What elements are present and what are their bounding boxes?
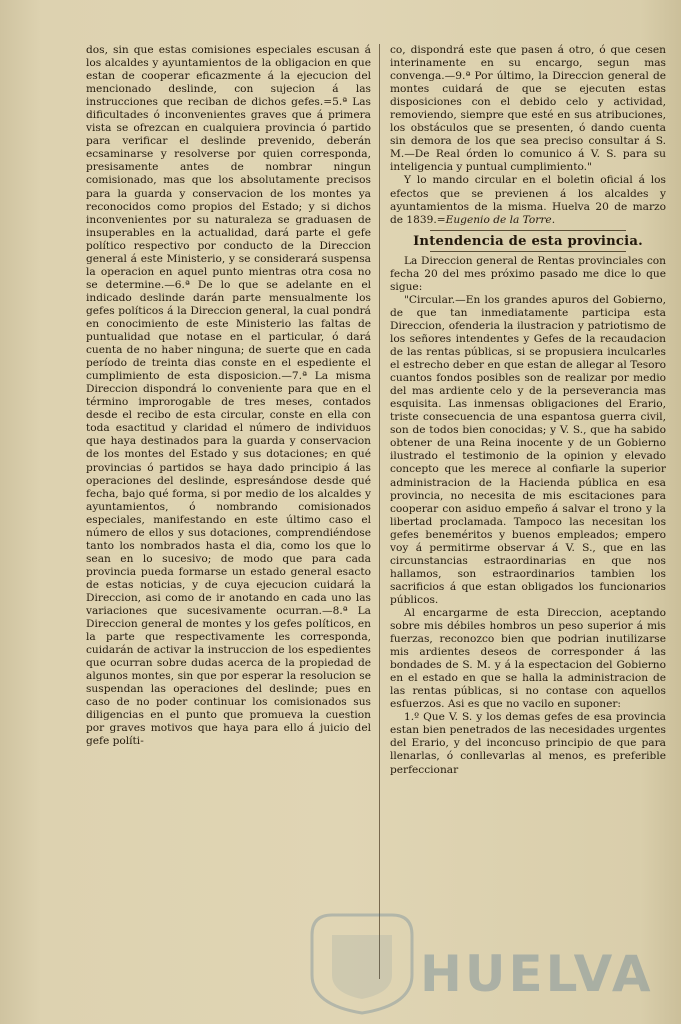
direction-paragraph: Al encargarme de esta Direccion, aceptando sobre mis débiles hombros un peso superior á mis fuerzas, reconozco bien que podrian inutilizarse mis ardientes deseos de corresponder á las bondades de S. M. y á la espectacion del Gobierno en el estado en que se halla la administracion de las rentas públicas, si no contase con aquellos esfuerzos. Asi es que no vacilo en suponer:: [390, 606, 666, 711]
circular-order-paragraph: [390, 174, 666, 226]
signature: Eugenio de la Torre.: [445, 213, 556, 226]
right-column: [390, 44, 666, 944]
point-one-paragraph: 1.º Que V. S. y los demas gefes de esa provincia estan bien penetrados de las necesidades urgentes del Erario, y del inconcuso principio de que para llenarlas, ó conllevarlas al menos, es preferible perfeccionar: [390, 711, 666, 776]
circular-order-text: Y lo mando circular en el boletin oficial á los efectos que se previenen á los alcaldes y ayuntamientos de la misma. Huelva 20 de marzo de 1839.=: [390, 174, 666, 226]
left-column-text: dos, sin que estas comisiones especiales escusan á los alcaldes y ayuntamientos de la obligacion en que estan de cooperar eficazmente á la ejecucion del mencionado deslinde, con sujecion á las instrucciones que reciban de dichos gefes.=5.ª Las dificultades ó inconvenientes graves que á primera vista se ofrezcan en cualquiera provincia ó partido para verificar el deslinde prevenido, deberán ecsaminarse y resolverse por quien corresponda, presisamente antes de nombrar ningun comisionado, mas que los absolutamente precisos para la guarda y conservacion de los montes ya reconocidos como propios del Estado; y si dichos inconvenientes por su naturaleza se graduasen de insuperables en la actualidad, dará parte el gefe político respectivo por conducto de la Direccion general á este Ministerio, y se considerará suspensa la operacion en aquel punto mientras otra cosa no se determine.—6.ª De lo que se adelante en el indicado deslinde darán parte mensualmente los gefes políticos á la Direccion general, la cual pondrá en conocimiento de este Ministerio las faltas de puntualidad que notase en el particular, ó dará cuenta de no haber ninguna; de suerte que en cada período de treinta dias conste en el espediente el cumplimiento de esta disposicion.—7.ª La misma Direccion dispondrá lo conveniente para que en el término improrogable de tres meses, contados desde el recibo de esta circular, conste en ella con toda esactitud y claridad el número de individuos que haya destinados para la guarda y conservacion de los montes del Estado y sus dotaciones; en qué provincias ó partidos se haya dado principio á las operaciones del deslinde, espresándose desde qué fecha, bajo qué forma, si por medio de los alcaldes y ayuntamientos, ó nombrando comisionados especiales, manifestando en este último caso el número de ellos y sus dotaciones, comprendiéndose tanto los nombrados hasta el dia, como los que lo sean en lo sucesivo; de modo que para cada provincia pueda formarse un estado general esacto de estas noticias, y de cuya ejecucion cuidará la Direccion, asi como de ir anotando en cada uno las variaciones que sucesivamente ocurran.—8.ª La Direccion general de montes y los gefes políticos, en la parte que respectivamente les corresponda, cuidarán de activar la instruccion de los espedientes que ocurran sobre dudas acerca de la propiedad de algunos montes, sin que por esperar la resolucion se suspendan las operaciones del deslinde; pues en caso de no poder continuar los comisionados sus diligencias en el punto que promueva la cuestion por graves motivos que haya para ello á juicio del gefe políti-: [86, 44, 371, 748]
section-rule-bottom: [430, 251, 626, 252]
intro-paragraph: La Direccion general de Rentas provinciales con fecha 20 del mes próximo pasado me dice lo que sigue:: [390, 254, 666, 293]
royal-order-ending: co, dispondrá este que pasen á otro, ó que cesen interinamente en su encargo, segun mas convenga.—9.ª Por último, la Direccion general de montes cuidará de que se ejecuten estas disposiciones con el debido celo y actividad, removiendo, siempre que esté en sus atribuciones, los obstáculos que se presenten, ó dando cuenta sin demora de los que sea preciso consultar á S. M.—De Real órden lo comunico á V. S. para su inteligencia y puntual cumplimiento.": [390, 44, 666, 174]
section-heading: Intendencia de esta provincia.: [413, 233, 643, 249]
watermark-text: HUELVA: [420, 945, 654, 1003]
column-divider: [379, 44, 380, 979]
left-column: [86, 44, 371, 979]
circular-paragraph: "Circular.—En los grandes apuros del Gobierno, de que tan inmediatamente participa esta Direccion, ofenderia la ilustracion y patriotismo de los señores intendentes y Gefes de la recaudacion de las rentas públicas, si se propusiera inculcarles el estrecho deber en que estan de allegar al Tesoro cuantos fondos posibles son de realizar por medio del mas ardiente celo y de la perseverancia mas esquisita. Las inmensas obligaciones del Erario, triste consecuencia de una espantosa guerra civil, son de todos bien conocidas; y V. S., que ha sabido obtener de una Reina inocente y de un Gobierno ilustrado el testimonio de la opinion y elevado concepto que les merece al confiarle la superior administracion de la Hacienda pública en esa provincia, no necesita de mis escitaciones para cooperar con asiduo empeño á salvar el trono y la libertad proclamada. Tampoco las necesitan los gefes beneméritos y buenos empleados; empero voy á permitirme observar á V. S., que en las circunstancias estraordinarias en que nos hallamos, son estraordinarios tambien los sacrificios á que estan obligados los funcionarios públicos.: [390, 293, 666, 606]
section-rule: [430, 230, 626, 231]
